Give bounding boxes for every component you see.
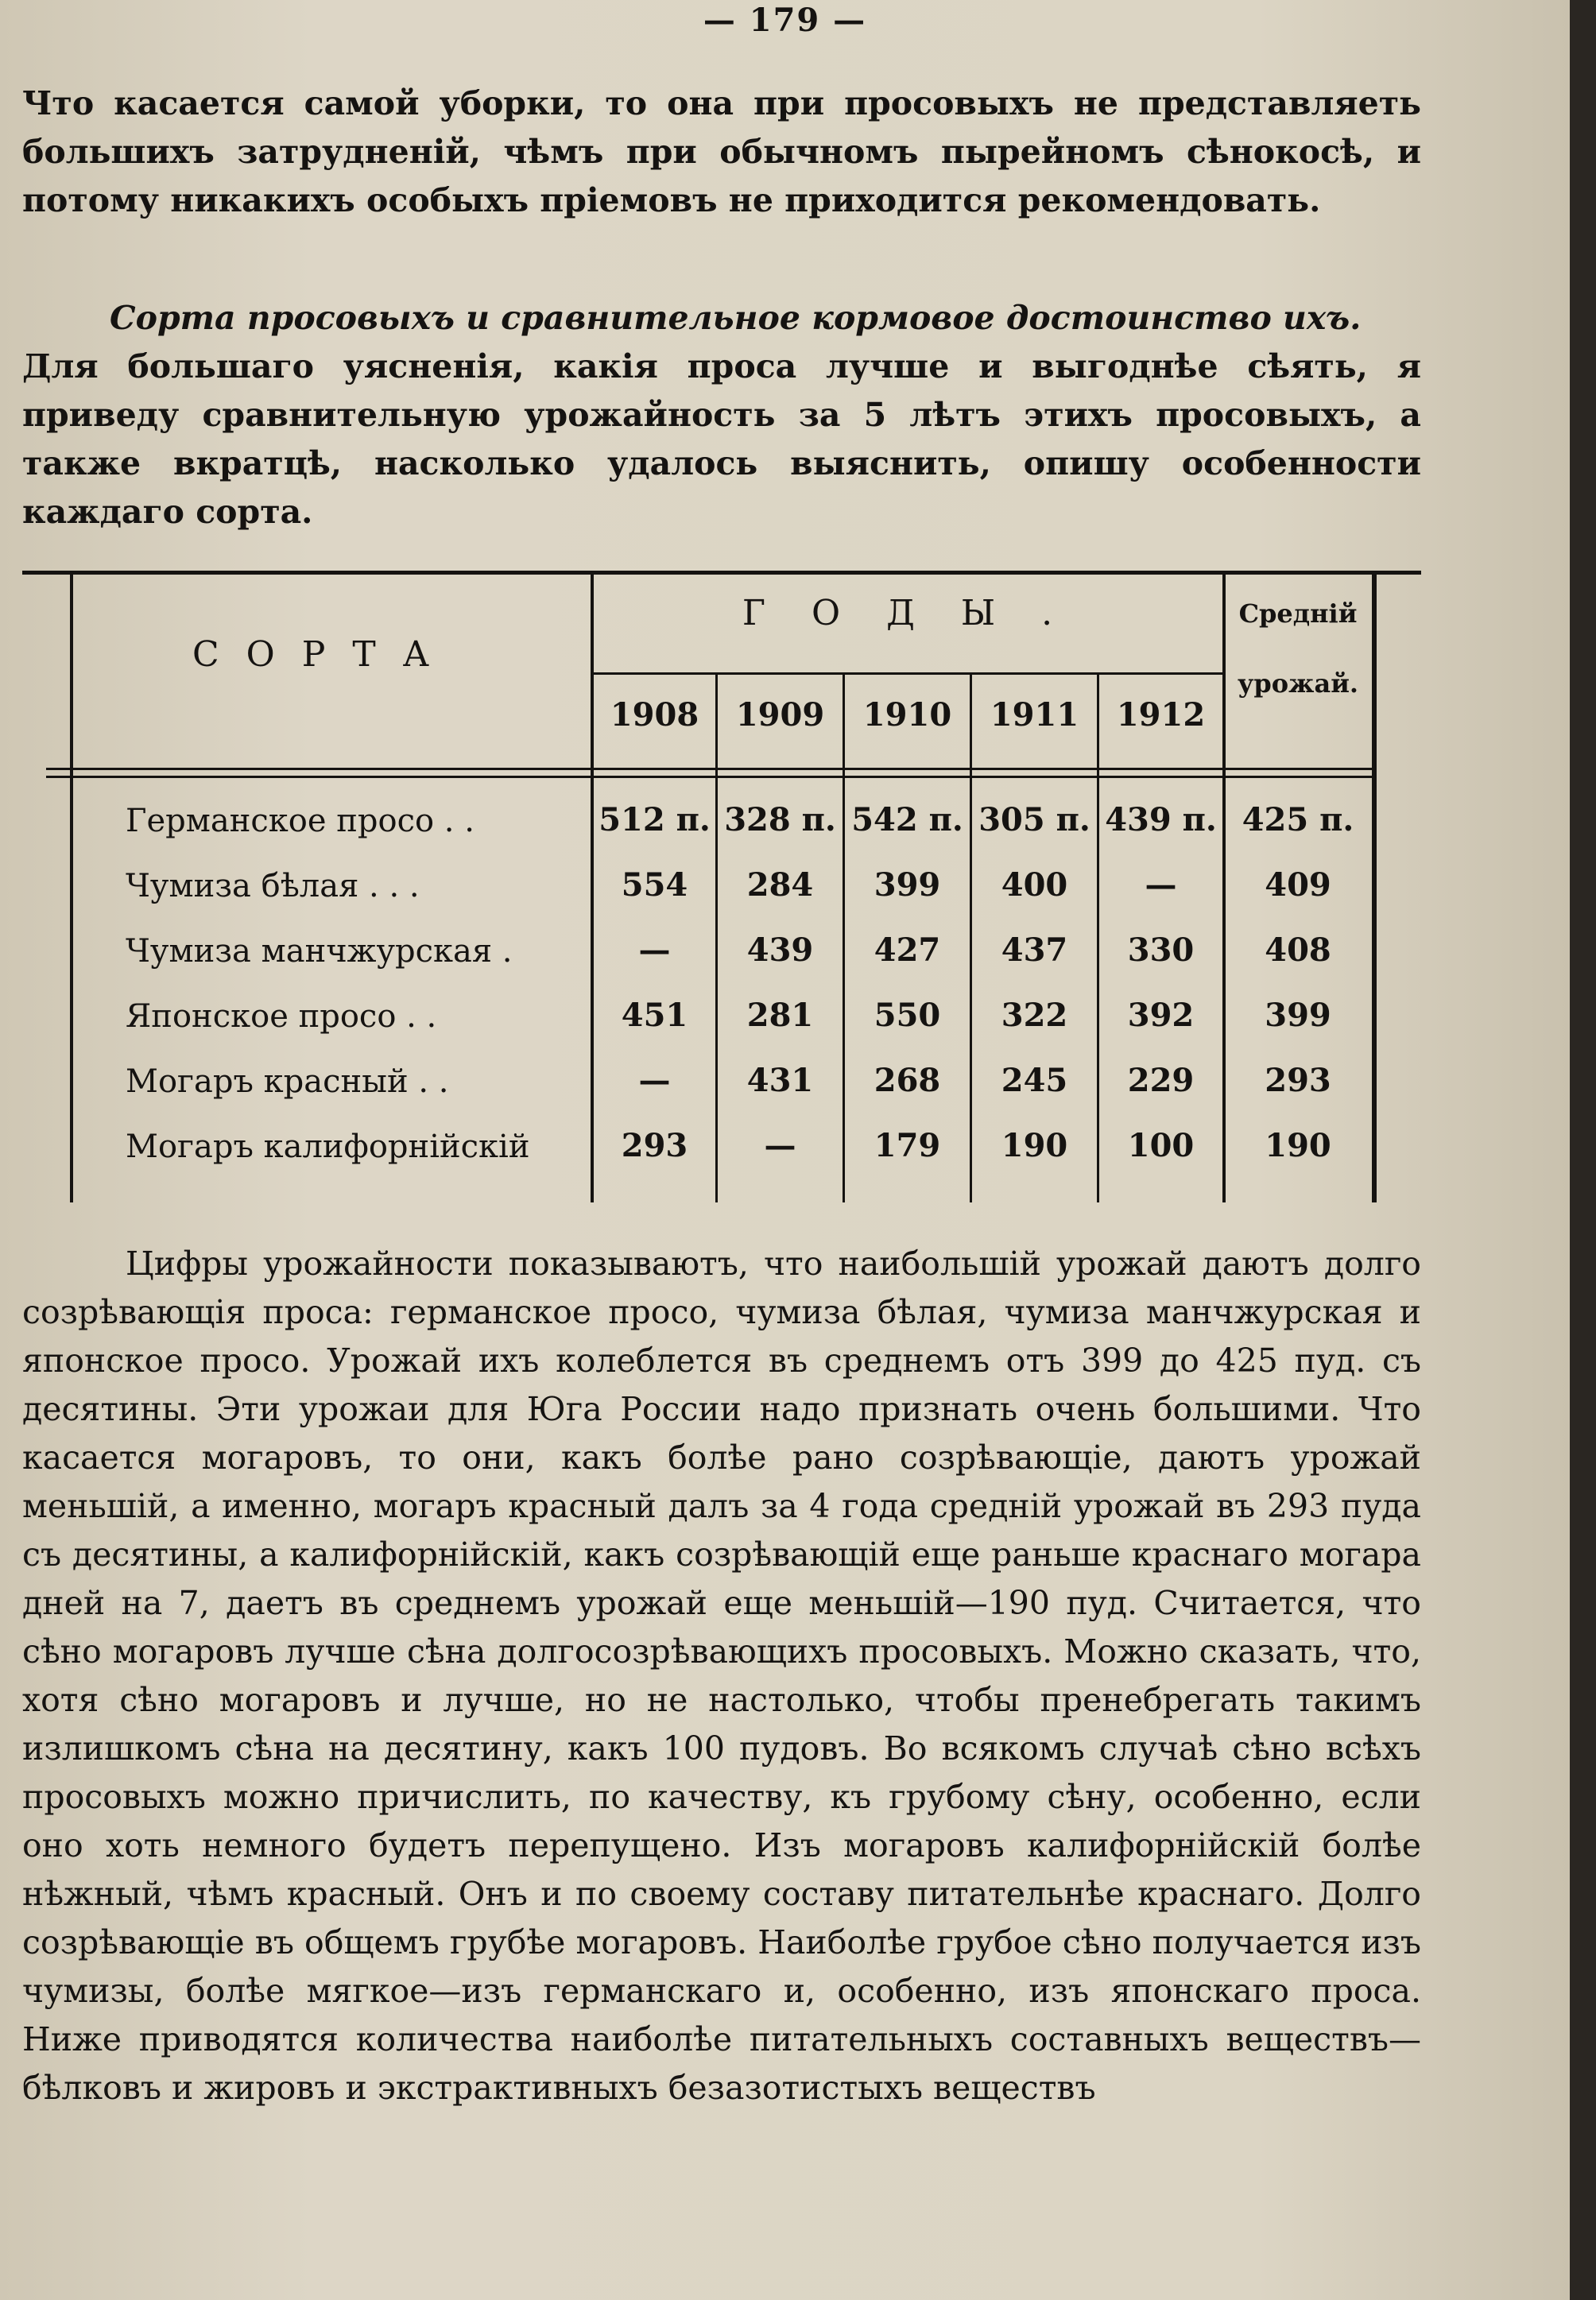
header-average-line1: Среднiй (1238, 598, 1358, 629)
paragraph-analysis-text: Цифры урожайности показываютъ, что наибольшій урожай даютъ долго созрѣвающія проса: германское просо, чумиза бѣлая, чумиза манчжурская и японское просо. Урожай ихъ колеблется въ среднемъ отъ 399 до 425 пуд. съ десятины. Эти урожаи для Юга России надо признать очень большими. Что касается могаровъ, то они, какъ болѣе рано созрѣвающіе, даютъ урожай меньшій, а именно, могаръ красный далъ за 4 года средній урожай въ 293 пуда съ десятины, а калифорнійскій, какъ созрѣвающій еще раньше краснаго могара дней на 7, даетъ въ среднемъ урожай еще меньшій—190 пуд. Считается, что сѣно могаровъ лучше сѣна долгосозрѣвающихъ просовыхъ. Можно сказать, что, хотя сѣно могаровъ и лучше, но не настолько, чтобы пренебрегать такимъ излишкомъ сѣна на десятину, какъ 100 пудовъ. Во всякомъ случаѣ сѣно всѣхъ просовыхъ можно причислить, по качеству, къ грубому сѣну, особенно, если оно хоть немного будетъ перепущено. Изъ могаровъ калифорнійскій болѣе нѣжный, чѣмъ красный. Онъ и по своему составу питательнѣе краснаго. Долго созрѣвающіе въ общемъ грубѣе могаровъ. Наиболѣе грубое сѣно получается изъ чумизы, болѣе мягкое—изъ германскаго и, особенно, изъ японскаго проса. Ниже приводятся количества наиболѣе питательныхъ составныхъ веществъ— бѣлковъ и жировъ и экстрактивныхъ безазотистыхъ веществъ (22, 1245, 1421, 2107)
row-value: 328 п. (724, 801, 836, 838)
row-value: 229 (1127, 1062, 1195, 1099)
row-value: 245 (1001, 1062, 1068, 1099)
row-value: 400 (1001, 866, 1068, 904)
row-name: Чумиза манчжурская . (126, 933, 513, 970)
row-average: 190 (1265, 1127, 1331, 1164)
row-value: — (638, 1062, 671, 1099)
row-value: 190 (1001, 1127, 1068, 1164)
row-name: Германское просо . . (126, 803, 475, 839)
row-name: Чумиза бѣлая . . . (126, 868, 420, 904)
header-year-1911: 1911 (990, 696, 1079, 734)
table-years-underline (591, 672, 1222, 675)
table-left-border (70, 575, 73, 1202)
table-header-rule (46, 768, 1377, 770)
row-value: 268 (874, 1062, 941, 1099)
row-value: 437 (1001, 931, 1068, 969)
row-value: 427 (874, 931, 941, 969)
paragraph-harvest-text: Что касается самой уборки, то она при просовыхъ не представляеть большихъ затрудненій, чѣмъ при обычномъ пырейномъ сѣнокосѣ, и потому никакихъ особыхъ пріемовъ не приходится рекомендовать. (22, 84, 1421, 219)
row-value: 439 (746, 931, 814, 969)
table-top-rule (22, 571, 1421, 575)
row-value: 554 (621, 866, 688, 904)
paragraph-harvest (22, 79, 1421, 225)
yield-table (22, 571, 1421, 1206)
row-value: 439 п. (1105, 801, 1217, 838)
row-value: 284 (746, 866, 814, 904)
header-year-1910: 1910 (862, 696, 952, 734)
row-value: 179 (874, 1127, 941, 1164)
row-name: Японское просо . . (126, 998, 437, 1035)
page-number: — 179 — (703, 2, 867, 39)
row-average: 409 (1265, 866, 1331, 904)
row-name: Могаръ красный . . (126, 1063, 449, 1100)
row-value: — (1145, 866, 1177, 904)
header-average (1226, 579, 1369, 718)
row-value: 322 (1001, 997, 1068, 1034)
row-average: 293 (1265, 1062, 1331, 1099)
header-year-1909: 1909 (735, 696, 825, 734)
row-average: 399 (1265, 997, 1331, 1034)
row-value: 399 (874, 866, 941, 904)
header-year-1908: 1908 (610, 696, 699, 734)
row-average: 408 (1265, 931, 1331, 969)
row-value: — (764, 1127, 796, 1164)
row-value: 512 п. (598, 801, 711, 838)
table-divider-avg (1222, 575, 1226, 1202)
header-year-1912: 1912 (1116, 696, 1206, 734)
row-value: 100 (1127, 1127, 1195, 1164)
header-sorts: СОРТА (192, 634, 456, 675)
row-value: — (638, 931, 671, 969)
row-value: 451 (621, 997, 688, 1034)
row-value: 542 п. (851, 801, 963, 838)
table-header-rule-double (46, 776, 1377, 778)
row-value: 431 (746, 1062, 814, 1099)
row-average: 425 п. (1242, 801, 1354, 838)
section-block (22, 294, 1421, 536)
row-value: 550 (874, 997, 941, 1034)
header-years: ГОДЫ. (742, 593, 1099, 633)
paragraph-intro: Для большаго уясненія, какія проса лучше и выгоднѣе сѣять, я приведу сравнительную урожайность за 5 лѣтъ этихъ просовыхъ, а также вкратцѣ, насколько удалось выяснить, опишу особенности каждаго сорта. (22, 347, 1421, 531)
row-value: 305 п. (978, 801, 1090, 838)
paragraph-analysis (22, 1240, 1421, 2112)
row-name: Могаръ калифорнiйскiй (126, 1129, 530, 1165)
row-value: 281 (746, 997, 814, 1034)
table-right-border (1372, 575, 1377, 1202)
section-heading: Сорта просовыхъ и сравнительное кормовое достоинство ихъ. (110, 299, 1362, 337)
row-value: 293 (621, 1127, 688, 1164)
header-average-line2: урожай. (1237, 668, 1359, 699)
row-value: 392 (1127, 997, 1195, 1034)
row-value: 330 (1127, 931, 1195, 969)
